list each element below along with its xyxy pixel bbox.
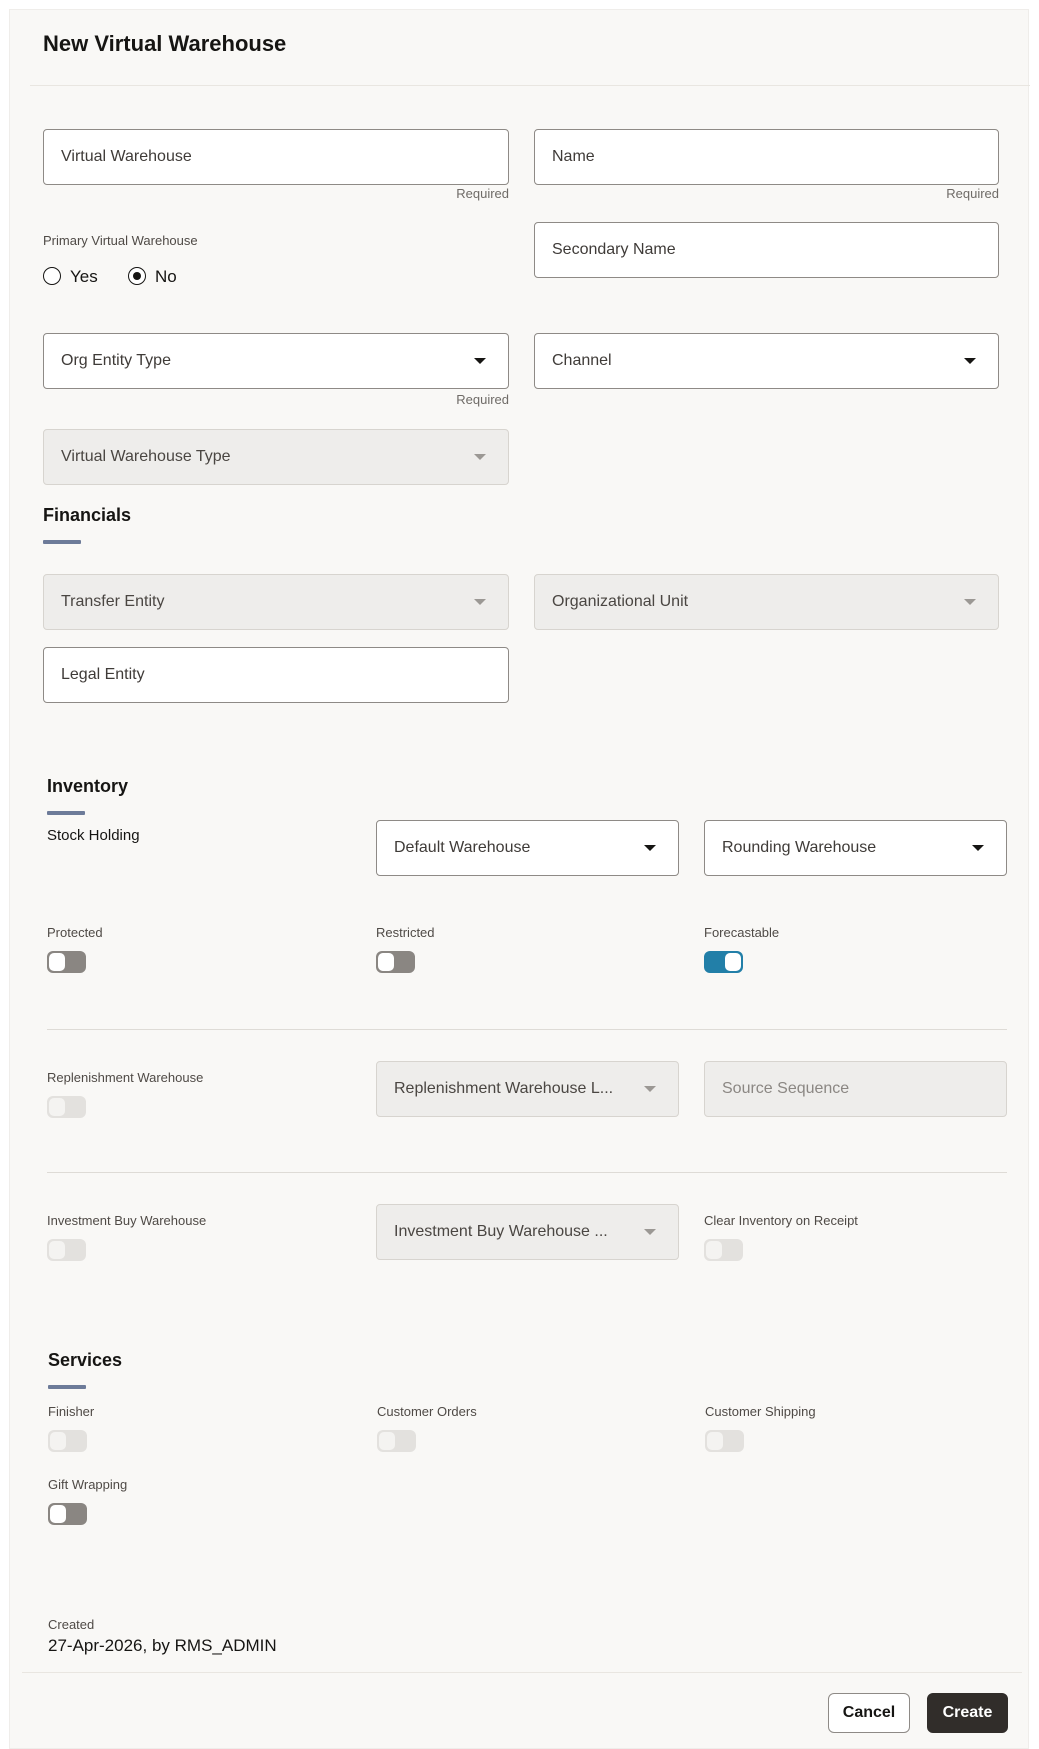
secondary-name-label: Secondary Name [552,241,676,258]
gift-wrapping-toggle[interactable] [48,1503,87,1525]
customer-orders-toggle [377,1430,416,1452]
organizational-unit-select [534,574,999,630]
chevron-down-icon [474,454,486,460]
transfer-entity-select [43,574,509,630]
source-sequence-input [704,1061,1007,1117]
rounding-warehouse-label: Rounding Warehouse [722,839,877,856]
chevron-down-icon [474,599,486,605]
created-label: Created [48,1617,95,1632]
protected-toggle[interactable] [47,951,86,973]
finisher-toggle [48,1430,87,1452]
inventory-section-title: Inventory [47,776,129,796]
name-label: Name [552,148,595,165]
organizational-unit-label: Organizational Unit [552,593,689,610]
services-section-title: Services [48,1350,123,1370]
channel-select[interactable] [534,333,999,389]
replenishment-warehouse-label: Replenishment Warehouse [47,1070,204,1085]
legal-entity-input[interactable] [43,647,509,703]
legal-entity-label: Legal Entity [61,666,145,683]
customer-shipping-toggle [705,1430,744,1452]
channel-label: Channel [552,352,612,369]
create-button[interactable]: Create [927,1693,1008,1733]
virtual-warehouse-type-label: Virtual Warehouse Type [61,448,231,465]
org-entity-type-label: Org Entity Type [61,352,171,369]
virtual-warehouse-type-select [43,429,509,485]
finisher-label: Finisher [48,1404,95,1419]
footer-divider [22,1672,1022,1673]
replenishment-warehouse-toggle [47,1096,86,1118]
created-value: 27-Apr-2026, by RMS_ADMIN [48,1636,277,1655]
services-section-underline [48,1385,86,1389]
org-entity-type-select[interactable] [43,333,509,389]
name-input[interactable] [534,129,999,185]
investment-buy-warehouse-toggle [47,1239,86,1261]
clear-inventory-toggle [704,1239,743,1261]
restricted-label: Restricted [376,925,435,940]
replenishment-warehouse-link-select [376,1061,679,1117]
default-warehouse-label: Default Warehouse [394,839,531,856]
investment-buy-warehouse-link-select [376,1204,679,1260]
clear-inventory-label: Clear Inventory on Receipt [704,1213,858,1228]
chevron-down-icon [644,1229,656,1235]
inventory-divider-1 [47,1029,1007,1030]
virtual-warehouse-required-hint: Required [456,186,509,201]
dialog-title: New Virtual Warehouse [43,31,287,56]
primary-yes-radio[interactable] [43,267,61,285]
chevron-down-icon [972,845,984,851]
chevron-down-icon [644,845,656,851]
secondary-name-input[interactable] [534,222,999,278]
replenishment-warehouse-link-label: Replenishment Warehouse L... [394,1080,614,1097]
transfer-entity-label: Transfer Entity [61,593,165,610]
header-divider [30,85,1030,86]
financials-section-title: Financials [43,505,132,525]
customer-orders-label: Customer Orders [377,1404,477,1419]
forecastable-label: Forecastable [704,925,780,940]
chevron-down-icon [644,1086,656,1092]
investment-buy-warehouse-link-label: Investment Buy Warehouse ... [394,1223,608,1240]
financials-section-underline [43,540,81,544]
org-entity-type-required-hint: Required [456,392,509,407]
forecastable-toggle[interactable] [704,951,743,973]
inventory-divider-2 [47,1172,1007,1173]
primary-yes-label: Yes [70,267,98,286]
gift-wrapping-label: Gift Wrapping [48,1477,128,1492]
name-required-hint: Required [946,186,999,201]
chevron-down-icon [964,358,976,364]
restricted-toggle[interactable] [376,951,415,973]
primary-virtual-warehouse-label: Primary Virtual Warehouse [43,233,198,248]
stock-holding-label: Stock Holding [47,827,140,844]
virtual-warehouse-input[interactable] [43,129,509,185]
protected-label: Protected [47,925,103,940]
primary-no-radio[interactable] [128,267,146,285]
virtual-warehouse-label: Virtual Warehouse [61,148,192,165]
default-warehouse-select[interactable] [376,820,679,876]
source-sequence-label: Source Sequence [722,1080,850,1097]
investment-buy-warehouse-label: Investment Buy Warehouse [47,1213,207,1228]
customer-shipping-label: Customer Shipping [705,1404,816,1419]
inventory-section-underline [47,811,85,815]
cancel-button[interactable]: Cancel [828,1693,910,1733]
chevron-down-icon [964,599,976,605]
new-virtual-warehouse-dialog [9,9,1029,1749]
rounding-warehouse-select[interactable] [704,820,1007,876]
chevron-down-icon [474,358,486,364]
primary-no-label: No [155,267,177,286]
